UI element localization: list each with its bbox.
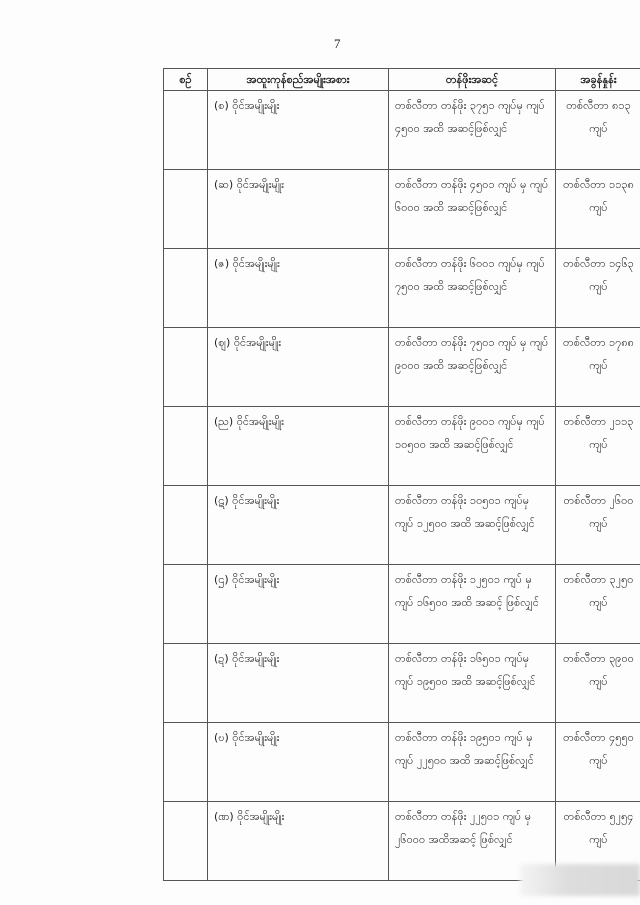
value-range-cell: တစ်လီတာ တန်ဖိုး ၇၅၀၁ ကျပ် မှ ကျပ် ၉၀၀၀ အထိ အဆင့်ဖြစ်လျှင် [389, 328, 556, 407]
tax-cell: တစ်လီတာ ၃၉၀၀ ကျပ် [556, 644, 640, 723]
header-item: အထူးကုန်စည်အမျိုးအစား [208, 69, 389, 91]
value-range-cell: တစ်လီတာ တန်ဖိုး ၃၇၅၁ ကျပ်မှ ကျပ် ၄၅၀၀ အထိ အဆင့်ဖြစ်လျှင် [389, 91, 556, 170]
tax-cell: တစ်လီတာ ၁၄၆၃ ကျပ် [556, 249, 640, 328]
item-cell: (ည) ဝိုင်အမျိုးမျိုး [208, 407, 389, 486]
serial-cell [164, 91, 208, 170]
serial-cell [164, 644, 208, 723]
tax-cell: တစ်လီတာ ၅၂၅၄ ကျပ် [556, 802, 640, 881]
value-range-cell: တစ်လီတာ တန်ဖိုး ၉၀၀၁ ကျပ်မှ ကျပ် ၁၀၅၀၀ အထိ အဆင့်ဖြစ်လျှင် [389, 407, 556, 486]
item-cell: (ဌ) ဝိုင်အမျိုးမျိုး [208, 565, 389, 644]
serial-cell [164, 802, 208, 881]
header-value-range: တန်ဖိုးအဆင့် [389, 69, 556, 91]
value-range-cell: တစ်လီတာ တန်ဖိုး ၁၂၅၀၁ ကျပ် မှ ကျပ် ၁၆၅၀၀ အထိ အဆင့် ဖြစ်လျှင် [389, 565, 556, 644]
item-cell: (ဍ) ဝိုင်အမျိုးမျိုး [208, 644, 389, 723]
tax-cell: တစ်လီတာ ၄၅၅၀ ကျပ် [556, 723, 640, 802]
tax-cell: တစ်လီတာ ၈၁၃ ကျပ် [556, 91, 640, 170]
item-cell: (ဏ) ဝိုင်အမျိုးမျိုး [208, 802, 389, 881]
value-range-cell: တစ်လီတာ တန်ဖိုး ၁၉၅၀၁ ကျပ် မှ ကျပ် ၂၂၅၀၀ အထိ အဆင့်ဖြစ်လျှင် [389, 723, 556, 802]
value-range-cell: တစ်လီတာ တန်ဖိုး ၁၀၅၀၁ ကျပ်မှ ကျပ် ၁၂၅၀၀ အထိ အဆင့်ဖြစ်လျှင် [389, 486, 556, 565]
table-row [164, 91, 640, 170]
wine-tax-table [163, 68, 640, 881]
serial-cell [164, 170, 208, 249]
table-header-row [164, 69, 640, 91]
table-row [164, 723, 640, 802]
serial-cell [164, 328, 208, 407]
serial-cell [164, 249, 208, 328]
item-cell: (ဇ) ဝိုင်အမျိုးမျိုး [208, 249, 389, 328]
value-range-cell: တစ်လီတာ တန်ဖိုး ၄၅၀၁ ကျပ် မှ ကျပ် ၆၀၀၀ အထိ အဆင့်ဖြစ်လျှင် [389, 170, 556, 249]
item-cell: (ဆ) ဝိုင်အမျိုးမျိုး [208, 170, 389, 249]
tax-cell: တစ်လီတာ ၁၇၈၈ ကျပ် [556, 328, 640, 407]
table-row [164, 486, 640, 565]
table-row [164, 328, 640, 407]
serial-cell [164, 407, 208, 486]
tax-cell: တစ်လီတာ ၂၁၁၃ ကျပ် [556, 407, 640, 486]
table-row [164, 170, 640, 249]
item-cell: (ဋ) ဝိုင်အမျိုးမျိုး [208, 486, 389, 565]
tax-cell: တစ်လီတာ ၃၂၅၀ ကျပ် [556, 565, 640, 644]
item-cell: (ဎ) ဝိုင်အမျိုးမျိုး [208, 723, 389, 802]
serial-cell [164, 565, 208, 644]
table-row [164, 407, 640, 486]
table-row [164, 249, 640, 328]
header-serial: စဉ် [164, 69, 208, 91]
tax-cell: တစ်လီတာ ၂၆၀၀ ကျပ် [556, 486, 640, 565]
value-range-cell: တစ်လီတာ တန်ဖိုး ၁၆၅၀၁ ကျပ်မှ ကျပ် ၁၉၅၀၀ အထိ အဆင့်ဖြစ်လျှင် [389, 644, 556, 723]
table-row [164, 565, 640, 644]
item-cell: (စ) ဝိုင်အမျိုးမျိုး [208, 91, 389, 170]
item-cell: (ဈ) ဝိုင်အမျိုးမျိုး [208, 328, 389, 407]
value-range-cell: တစ်လီတာ တန်ဖိုး ၂၂၅၀၁ ကျပ် မှ ၂၆၀၀၀ အထိအဆင့် ဖြစ်လျှင် [389, 802, 556, 881]
serial-cell [164, 486, 208, 565]
value-range-cell: တစ်လီတာ တန်ဖိုး ၆၀၀၁ ကျပ်မှ ကျပ် ၇၅၀၀ အထိ အဆင့်ဖြစ်လျှင် [389, 249, 556, 328]
page-number: 7 [334, 36, 341, 51]
serial-cell [164, 723, 208, 802]
blurred-watermark [520, 864, 640, 896]
table-row [164, 644, 640, 723]
tax-cell: တစ်လီတာ ၁၁၃၈ ကျပ် [556, 170, 640, 249]
header-tax-rate: အခွန်နှုန်း [556, 69, 640, 91]
